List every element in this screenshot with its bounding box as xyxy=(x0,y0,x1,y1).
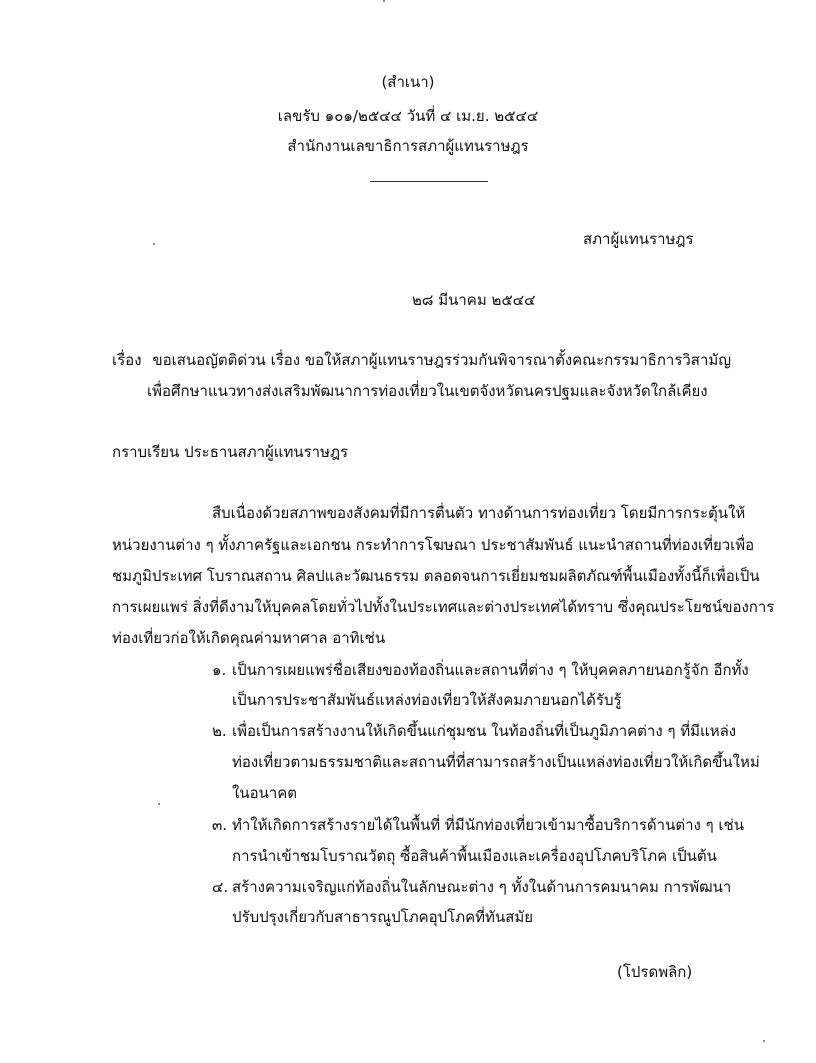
subject-line-2: เพื่อศึกษาแนวทางส่งเสริมพัฒนาการท่องเที่ยวในเขตจังหวัดนครปฐมและจังหวัดใกล้เคียง xyxy=(147,382,708,400)
scan-speck xyxy=(153,243,155,245)
body-line-1: สืบเนื่องด้วยสภาพของสังคมที่มีการตื่นตัว ทางด้านการท่องเที่ยว โดยมีการกระตุ้นให้ xyxy=(212,504,746,522)
list-item-text: เพื่อเป็นการสร้างงานให้เกิดขึ้นแก่ชุมชน ในท้องถิ่นที่เป็นภูมิภาคต่าง ๆ ที่มีแหล่ง xyxy=(232,722,737,740)
scan-speck xyxy=(383,0,385,2)
list-item-text: ปรับปรุงเกี่ยวกับสาธารณูปโภคอุปโภคที่ทันสมัย xyxy=(232,908,534,926)
body-line-5: ท่องเที่ยวก่อให้เกิดคุณค่ามหาศาล อาทิเช่น xyxy=(112,629,386,647)
salutation: กราบเรียน ประธานสภาผู้แทนราษฎร xyxy=(112,443,349,461)
list-item-number: ๓. xyxy=(212,816,228,834)
scan-speck xyxy=(158,803,160,805)
turn-over-note: (โปรดพลิก) xyxy=(617,963,693,981)
sender: สภาผู้แทนราษฎร xyxy=(583,230,694,248)
subject-line-1 xyxy=(112,350,731,370)
list-item-text: ในอนาคต xyxy=(232,784,298,802)
office-name: สำนักงานเลขาธิการสภาผู้แทนราษฎร xyxy=(287,137,529,155)
list-item-text: ทำให้เกิดการสร้างรายได้ในพื้นที่ ที่มีนักท่องเที่ยวเข้ามาซื้อบริการด้านต่าง ๆ เช่น xyxy=(232,816,744,834)
body-line-4: การเผยแพร่ สิ่งที่ดีงามให้บุคคลโดยทั่วไปทั้งในประเทศและต่างประเทศได้ทราบ ซึ่งคุณประโยชน์ของการ xyxy=(112,598,775,616)
document-date: ๒๘ มีนาคม ๒๕๔๔ xyxy=(412,291,536,309)
list-item-number: ๔. xyxy=(212,878,229,896)
list-item-text: เป็นการประชาสัมพันธ์แหล่งท่องเที่ยวให้สังคมภายนอกได้รับรู้ xyxy=(232,691,622,709)
body-line-2: หน่วยงานต่าง ๆ ทั้งภาครัฐและเอกชน กระทำการโฆษณา ประชาสัมพันธ์ แนะนำสถานที่ท่องเที่ยวเพื่อ xyxy=(112,536,755,554)
list-item-number: ๑. xyxy=(212,661,227,679)
subject-text-1: ขอเสนอญัตติด่วน เรื่อง ขอให้สภาผู้แทนราษฎรร่วมกันพิจารณาตั้งคณะกรรมาธิการวิสามัญ xyxy=(152,351,732,369)
header-divider xyxy=(370,181,488,182)
subject-label: เรื่อง xyxy=(112,351,142,369)
list-item-text: การนำเข้าชมโบราณวัตถุ ซื้อสินค้าพื้นเมืองและเครื่องอุปโภคบริโภค เป็นต้น xyxy=(232,847,717,865)
list-item-text: เป็นการเผยแพร่ชื่อเสียงของท้องถิ่นและสถานที่ต่าง ๆ ให้บุคคลภายนอกรู้จัก อีกทั้ง xyxy=(232,661,749,679)
scan-speck xyxy=(763,1040,765,1042)
list-item-text: ท่องเที่ยวตามธรรมชาติและสถานที่ที่สามารถสร้างเป็นแหล่งท่องเที่ยวให้เกิดขึ้นใหม่ xyxy=(232,753,760,771)
list-item-text: สร้างความเจริญแก่ท้องถิ่นในลักษณะต่าง ๆ ทั้งในด้านการคมนาคม การพัฒนา xyxy=(232,878,732,896)
body-line-3: ชมภูมิประเทศ โบราณสถาน ศิลปและวัฒนธรรม ตลอดจนการเยี่ยมชมผลิตภัณฑ์พื้นเมืองทั้งนี้ก็เพื่อเป็น xyxy=(112,567,760,585)
list-item-number: ๒. xyxy=(212,722,227,740)
receipt-line: เลขรับ ๑๐๑/๒๕๔๔ วันที่ ๔ เม.ย. ๒๕๔๔ xyxy=(277,107,539,125)
copy-mark: (สำเนา) xyxy=(381,73,435,91)
